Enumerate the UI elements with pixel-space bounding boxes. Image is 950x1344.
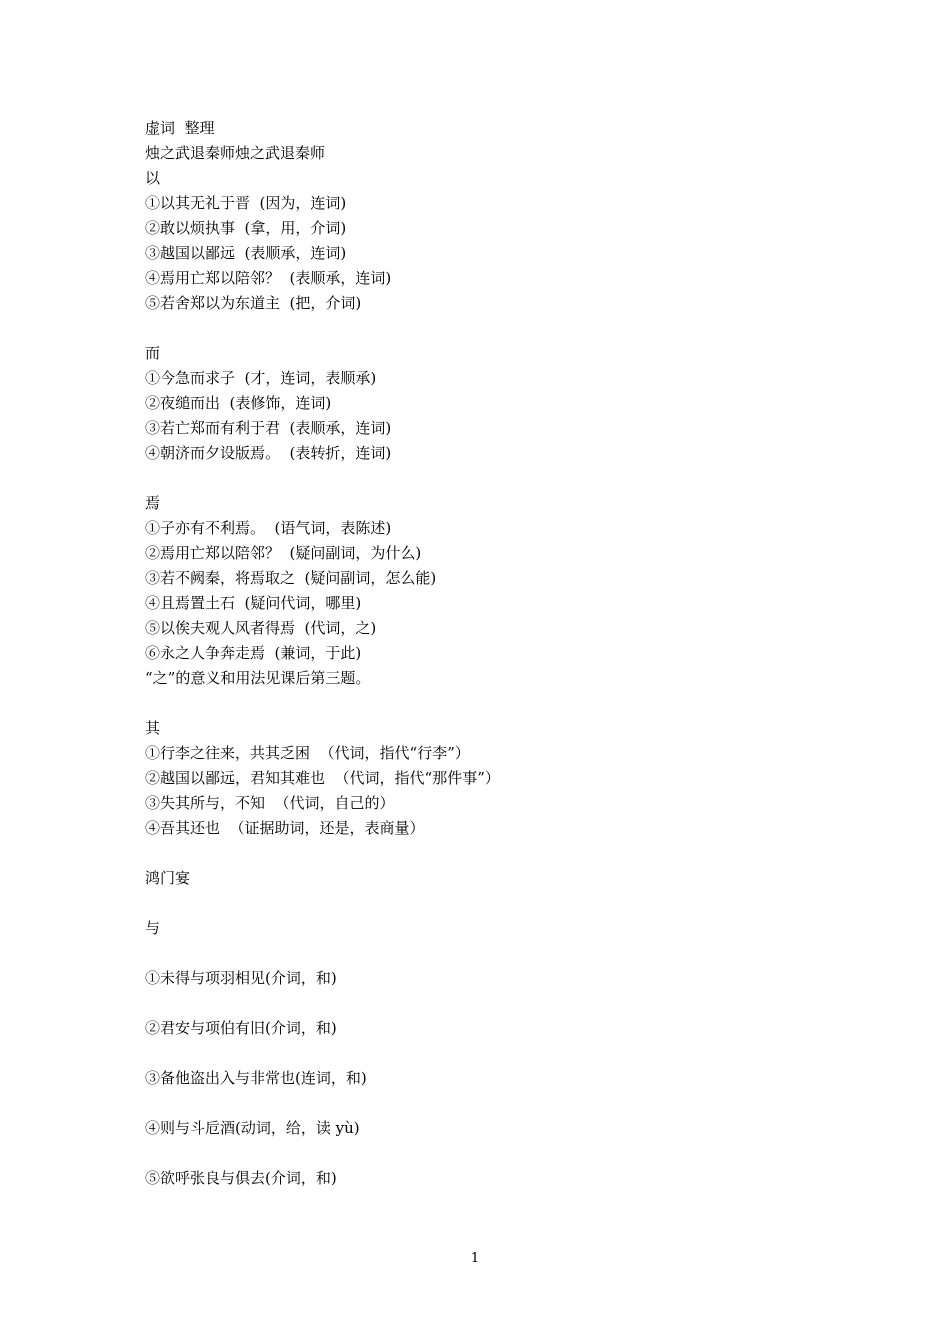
blank-line	[145, 841, 845, 866]
text-line: 焉	[145, 494, 161, 512]
text-line: ⑤欲呼张良与俱去(介词，和)	[145, 1169, 337, 1187]
blank-line	[145, 891, 845, 916]
text-line: ②越国以鄙远，君知其难也 （代词，指代“那件事”）	[145, 769, 500, 787]
text-line: ⑤以俟夫观人风者得焉 (代词，之)	[145, 619, 377, 637]
text-line: ③备他盗出入与非常也(连词，和)	[145, 1069, 367, 1087]
blank-line	[145, 1091, 845, 1116]
text-line: ④朝济而夕设版焉。 (表转折，连词)	[145, 444, 392, 462]
blank-line	[145, 991, 845, 1016]
text-line: 以	[145, 169, 161, 187]
text-line: 与	[145, 919, 161, 937]
text-line: 鸿门宴	[145, 869, 191, 887]
text-line: ④且焉置土石 (疑问代词，哪里)	[145, 594, 362, 612]
blank-line	[145, 316, 845, 341]
text-line: ②君安与项伯有旧(介词，和)	[145, 1019, 337, 1037]
text-line: ①子亦有不利焉。 (语气词，表陈述)	[145, 519, 392, 537]
text-line: ②敢以烦执事 (拿，用，介词)	[145, 219, 347, 237]
text-line: ⑤若舍郑以为东道主 (把，介词)	[145, 294, 362, 312]
text-line: 其	[145, 719, 161, 737]
text-line: ①以其无礼于晋 (因为，连词)	[145, 194, 347, 212]
text-line: ③越国以鄙远 (表顺承，连词)	[145, 244, 347, 262]
text-line: ①行李之往来，共其乏困 （代词，指代“行李”）	[145, 744, 470, 762]
blank-line	[145, 1041, 845, 1066]
text-line: ⑥永之人争奔走焉 (兼词，于此)	[145, 644, 362, 662]
text-line: 烛之武退秦师烛之武退秦师	[145, 144, 326, 162]
document-body	[145, 116, 845, 1191]
blank-line	[145, 466, 845, 491]
text-line: 而	[145, 344, 161, 362]
text-line: ①今急而求子 (才，连词，表顺承)	[145, 369, 377, 387]
text-line: ④则与斗卮酒(动词，给，读 yù)	[145, 1119, 360, 1137]
text-line: ④吾其还也 （证据助词，还是，表商量）	[145, 819, 425, 837]
text-line: ③若亡郑而有利于君 (表顺承，连词)	[145, 419, 392, 437]
text-line: ③若不阙秦，将焉取之 (疑问副词，怎么能)	[145, 569, 437, 587]
blank-line	[145, 941, 845, 966]
page-number: 1	[470, 1251, 480, 1266]
blank-line	[145, 1141, 845, 1166]
text-line: ②焉用亡郑以陪邻？ (疑问副词，为什么)	[145, 544, 422, 562]
blank-line	[145, 691, 845, 716]
text-line: ①未得与项羽相见(介词，和)	[145, 969, 337, 987]
text-line: ②夜缒而出 (表修饰，连词)	[145, 394, 332, 412]
text-line: ④焉用亡郑以陪邻？ (表顺承，连词)	[145, 269, 392, 287]
text-line: “之”的意义和用法见课后第三题。	[145, 669, 371, 687]
text-line: 虚词 整理	[145, 119, 215, 137]
text-line: ③失其所与，不知 （代词，自己的）	[145, 794, 395, 812]
